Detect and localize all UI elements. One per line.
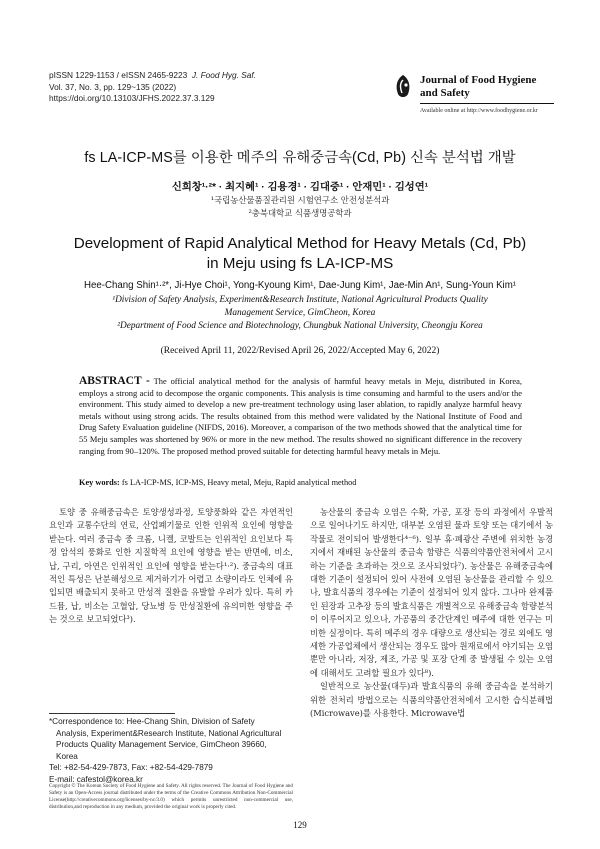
journal-masthead [392, 72, 552, 122]
english-affiliation-1-line2: Management Service, GimCheon, Korea [224, 308, 376, 318]
english-affiliation-1 [60, 294, 540, 320]
body-column-left [49, 506, 293, 627]
journal-logo-icon [392, 74, 414, 100]
page-number: 129 [293, 820, 307, 830]
correspondence-line: Products Quality Management Service, GimCheon 39660, [56, 740, 267, 750]
english-title [40, 234, 560, 274]
korean-affiliation-2: ²충북대학교 식품생명공학과 [248, 208, 352, 218]
correspondence-email[interactable]: E-mail: cafestol@korea.kr [49, 774, 143, 784]
english-title-line1: Development of Rapid Analytical Method for Heavy Metals (Cd, Pb) [73, 235, 527, 252]
correspondence-line: *Correspondence to: Hee-Chang Shin, Division of Safety [49, 717, 255, 726]
masthead-divider [420, 103, 554, 104]
english-title-line2: in Meju using fs LA-ICP-MS [206, 255, 394, 272]
english-affiliation-2: ²Department of Food Science and Biotechnology, Chungbuk National University, Cheongju Korea [117, 321, 483, 331]
issn-text: pISSN 1229-1153 / eISSN 2465-9223 [49, 70, 188, 80]
abstract-label: ABSTRACT - [79, 375, 150, 387]
available-online-text[interactable]: Available online at http://www.foodhygiene.or.kr [420, 108, 538, 114]
journal-abbrev: J. Food Hyg. Saf. [191, 70, 256, 80]
correspondence-line: Korea [56, 751, 78, 761]
copyright-notice: Copyright © The Korean Society of Food Hygiene and Safety. All rights reserved. The Journal of Food Hygiene and Safety is an Open-Access journal distributed under the terms of the Creative Commons Attribution Non-Commercial License(http://creativecommons.org/licenses/by-nc/3.0) which permits unrestricted non-commercial use, distribution,and reproduction in any medium, provided the original work is properly cited. [49, 783, 293, 811]
journal-name-line1: Journal of Food Hygiene [420, 74, 537, 86]
correspondence-line: Analysis, Experiment&Research Institute, National Agricultural [56, 728, 282, 738]
korean-affiliation-1: ¹국립농산물품질관리원 시험연구소 안전성분석과 [210, 195, 390, 205]
abstract [79, 376, 522, 457]
english-affiliation-1-line1: ¹Division of Safety Analysis, Experiment&Research Institute, National Agricultural Products Quality [112, 295, 488, 305]
correspondence-block [49, 716, 293, 786]
korean-title: fs LA-ICP-MS를 이용한 메주의 유해중금속(Cd, Pb) 신속 분석법 개발 [84, 150, 516, 166]
journal-name [420, 74, 536, 99]
abstract-text: The official analytical method for the analysis of harmful heavy metals in Meju, distributed in Korea, employs a strong acid to decompose the organic components. This analysis is time consuming and harmful to the users and/or the environment. This study aimed to develop a new pre-treatment technology using laser ablation, to rapidly analyze harmful heavy metals without using strong acids. The results obtained from this method were validated by the National Institute of Food and Drug Safety Evaluation guideline (NIFDS, 2016). Moreover, a comparison of the two methods showed that the analytical time for 55 Meju samples was shortened by 96% or more in the new method. The results showed no significant difference in the recovery ranging from 90–120%. The proposed method proved suitable for detecting harmful heavy metals in Meju. [79, 376, 522, 456]
keywords [79, 478, 522, 487]
body-paragraph: 일반적으로 농산물(대두)과 발효식품의 유해 중금속을 분석하기 위한 전처리 방법으로는 식품의약품안전처에서 고시한 습식분해법(Microwave)를 사용한다. Microwave법 [310, 681, 553, 719]
body-paragraph: 토양 중 유해중금속은 토양생성과정, 토양풍화와 같은 자연적인 요인과 교통수단의 연료, 산업폐기물로 인한 인위적 요인에 영향을 받는다. 여러 중금속 중 크롬, 니켈, 코발트는 인위적인 요인보다 특정 암석의 풍화로 인한 지질학적 요인에 영향을 받는 반면에, 비소, 납, 구리, 아연은 인위적인 요인에 영향을 받는다¹·²). 중금속의 대표적인 특성은 난분해성으로 제거하기가 어렵고 소량이라도 인체에 유입되면 배출되지 못하고 만성적 질환을 유발할 우려가 있다. 특히 카드뮴, 납, 비소는 고혈압, 당뇨병 등 만성질환에 유의미한 영향을 주는 것으로 보고되었다³). [49, 507, 293, 625]
doi-link[interactable]: https://doi.org/10.13103/JFHS.2022.37.3.129 [49, 93, 215, 103]
body-column-right [310, 506, 553, 721]
journal-citation-block [49, 70, 256, 105]
keywords-text: fs LA-ICP-MS, ICP-MS, Heavy metal, Meju, Rapid analytical method [121, 478, 357, 487]
body-paragraph: 농산물의 중금속 오염은 수확, 가공, 포장 등의 과정에서 우발적으로 일어나기도 하지만, 대부분 오염된 물과 토양 또는 대기에서 농작물로 전이되어 발생한다⁴⁻⁶). 일부 휴·폐광산 주변에 위치한 농경지에서 재배된 농산물의 중금속 함량은 식품의약품안전처에서 고시하는 기준을 초과하는 것으로 조사되었다⁷). 농산물은 유해중금속에 대한 기준이 설정되어 있어 사전에 오염된 농산물을 관리할 수 있으나, 발효식품의 경우에는 기준이 설정되어 있지 않다. 그나마 완제품인 된장과 고추장 등의 발효식품은 개별적으로 유해중금속 함량분석이 이루어지고 있으나, 가공품의 중간단계인 메주에 대한 연구는 미비한 실정이다. 특히 메주의 경우 대량으로 생산되는 경로 외에도 영세한 가공업체에서 생산되는 경우도 많아 원재료에서 야기되는 오염뿐만 아니라, 저장, 제조, 가공 및 포장 단계 중 발생될 수 있는 오염에 대해서도 고려할 필요가 있다⁸). [310, 507, 553, 678]
korean-authors: 신희창¹·²* · 최지혜¹ · 김용경¹ · 김대중¹ · 안재민¹ · 김성연¹ [171, 182, 429, 193]
received-dates: (Received April 11, 2022/Revised April 26, 2022/Accepted May 6, 2022) [160, 346, 440, 356]
correspondence-tel: Tel: +82-54-429-7873, Fax: +82-54-429-7879 [49, 763, 213, 773]
volume-text: Vol. 37, No. 3, pp. 129~135 (2022) [49, 81, 177, 92]
footnote-divider [49, 713, 175, 714]
keywords-label: Key words: [79, 478, 120, 487]
journal-name-line2: and Safety [420, 86, 470, 99]
english-authors: Hee-Chang Shin¹·²*, Ji-Hye Choi¹, Yong-Kyoung Kim¹, Dae-Jung Kim¹, Jae-Min An¹, Sung-Youn Kim¹ [84, 280, 516, 291]
